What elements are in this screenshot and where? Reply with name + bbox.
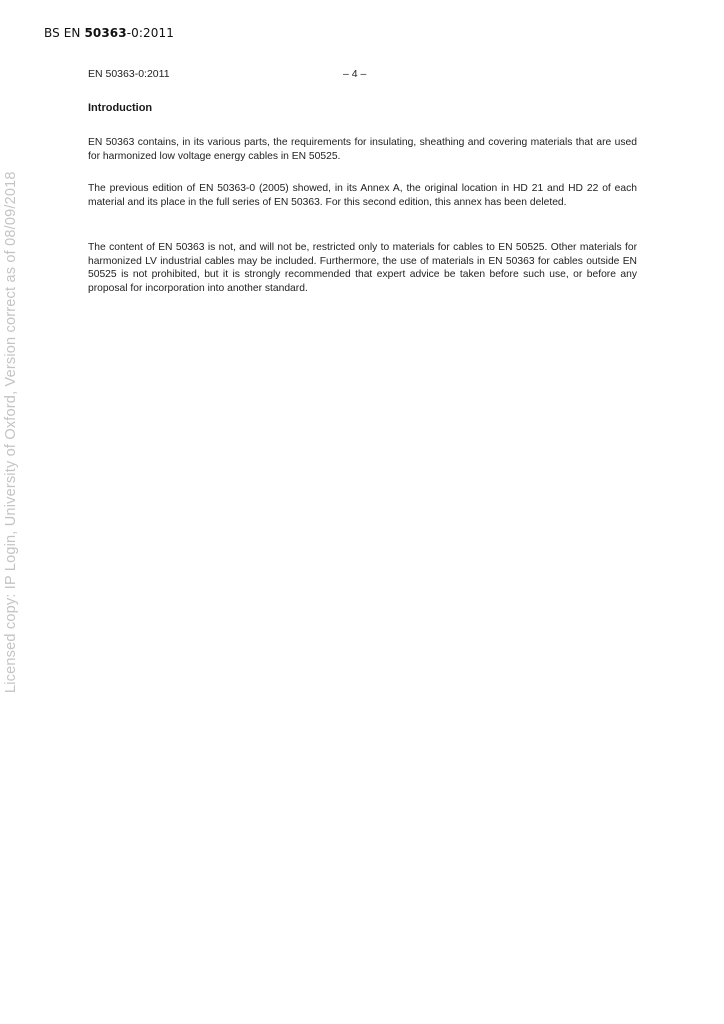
page-number: – 4 – [343,68,367,80]
section-heading-introduction: Introduction [88,102,153,114]
running-header-doc-id: EN 50363-0:2011 [88,68,170,80]
header-standard-number: 50363 [84,26,127,40]
license-watermark: Licensed copy: IP Login, University of Oxford, Version correct as of 08/09/2018 [3,171,19,693]
header-suffix: -0:2011 [126,26,174,40]
paragraph-3: The content of EN 50363 is not, and will not be, restricted only to materials for cables to EN 50525. Other materials for harmonized LV industrial cables may be included. Furthermore, the use of materials in EN 50363 for cables outside EN 50525 is not prohibited, but it is strongly recommended that expert advice be taken before such use, or before any proposal for incorporation into another standard. [88,242,637,294]
paragraph-2: The previous edition of EN 50363-0 (2005) showed, in its Annex A, the original location in HD 21 and HD 22 of each material and its place in the full series of EN 50363. For this second edition, this annex has been deleted. [88,183,637,208]
document-header [44,26,174,40]
paragraph-1: EN 50363 contains, in its various parts, the requirements for insulating, sheathing and covering materials that are used for harmonized low voltage energy cables in EN 50525. [88,137,637,162]
header-prefix: BS EN [44,26,85,40]
